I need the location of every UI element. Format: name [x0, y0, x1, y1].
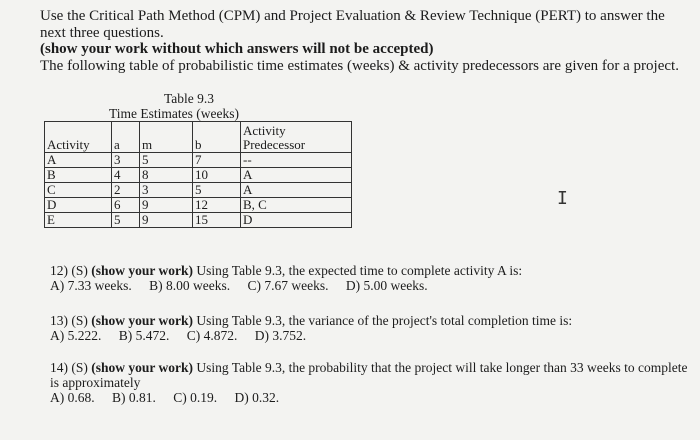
- question-14: [50, 360, 690, 405]
- cell-b: 5: [193, 183, 241, 198]
- table-subtitle: Time Estimates (weeks): [109, 106, 239, 121]
- header-b: b: [193, 122, 241, 153]
- cell-activity: A: [45, 153, 112, 168]
- cell-a: 2: [112, 183, 140, 198]
- question-prefix: 13) (S): [50, 313, 88, 328]
- question-bold-note: (show your work): [91, 360, 194, 375]
- cell-predecessor: A: [241, 168, 352, 183]
- header-a: a: [112, 122, 140, 153]
- question-prefix: 12) (S): [50, 263, 88, 278]
- cell-a: 3: [112, 153, 140, 168]
- question-bold-note: (show your work): [91, 263, 194, 278]
- option-c: C) 4.872.: [186, 328, 238, 343]
- option-b: B) 0.81.: [112, 390, 156, 405]
- cell-predecessor: A: [241, 183, 352, 198]
- option-d: D) 0.32.: [234, 390, 280, 405]
- table-row: [45, 168, 352, 183]
- cell-activity: B: [45, 168, 112, 183]
- question-text: Using Table 9.3, the variance of the project's total completion time is:: [196, 313, 573, 328]
- cell-m: 3: [140, 183, 193, 198]
- cell-a: 5: [112, 213, 140, 228]
- option-b: B) 5.472.: [118, 328, 170, 343]
- table-row: [45, 213, 352, 228]
- question-options: [50, 390, 690, 405]
- question-options: [50, 278, 690, 293]
- text-cursor-icon: I: [557, 188, 568, 209]
- cell-m: 9: [140, 198, 193, 213]
- cell-activity: E: [45, 213, 112, 228]
- time-estimates-table: [44, 121, 352, 228]
- cell-m: 9: [140, 213, 193, 228]
- cell-m: 5: [140, 153, 193, 168]
- question-bold-note: (show your work): [91, 313, 194, 328]
- table-header-row: [45, 122, 352, 153]
- option-a: A) 0.68.: [50, 390, 95, 405]
- cell-a: 6: [112, 198, 140, 213]
- cell-b: 7: [193, 153, 241, 168]
- option-a: A) 7.33 weeks.: [50, 278, 132, 293]
- cell-b: 10: [193, 168, 241, 183]
- option-d: D) 5.00 weeks.: [345, 278, 428, 293]
- question-13: [50, 313, 690, 343]
- cell-b: 12: [193, 198, 241, 213]
- cell-predecessor: B, C: [241, 198, 352, 213]
- option-c: C) 7.67 weeks.: [247, 278, 329, 293]
- header-activity: Activity: [45, 122, 112, 153]
- question-12: [50, 263, 690, 293]
- cell-m: 8: [140, 168, 193, 183]
- cell-a: 4: [112, 168, 140, 183]
- table-title: Table 9.3: [164, 91, 215, 106]
- header-predecessor: Activity Predecessor: [241, 122, 352, 153]
- question-text: Using Table 9.3, the probability that the project will take longer than 33 weeks to complete is approximately: [50, 360, 688, 390]
- cell-b: 15: [193, 213, 241, 228]
- table-row: [45, 198, 352, 213]
- option-b: B) 8.00 weeks.: [149, 278, 231, 293]
- table-row: [45, 183, 352, 198]
- intro-line-1: Use the Critical Path Method (CPM) and Project Evaluation & Review Technique (PERT) to answer the next three questions.: [40, 8, 665, 41]
- question-prefix: 14) (S): [50, 360, 88, 375]
- cell-predecessor: --: [241, 153, 352, 168]
- option-a: A) 5.222.: [50, 328, 102, 343]
- question-text: Using Table 9.3, the expected time to complete activity A is:: [196, 263, 523, 278]
- intro-line-3: The following table of probabilistic time estimates (weeks) & activity predecessors are given for a project.: [40, 57, 679, 74]
- question-options: [50, 328, 690, 343]
- intro-line-2: (show your work without which answers will not be accepted): [40, 41, 434, 57]
- cell-predecessor: D: [241, 213, 352, 228]
- option-c: C) 0.19.: [173, 390, 218, 405]
- table-row: [45, 153, 352, 168]
- cell-activity: C: [45, 183, 112, 198]
- option-d: D) 3.752.: [254, 328, 307, 343]
- cell-activity: D: [45, 198, 112, 213]
- intro-text: [40, 8, 690, 74]
- header-m: m: [140, 122, 193, 153]
